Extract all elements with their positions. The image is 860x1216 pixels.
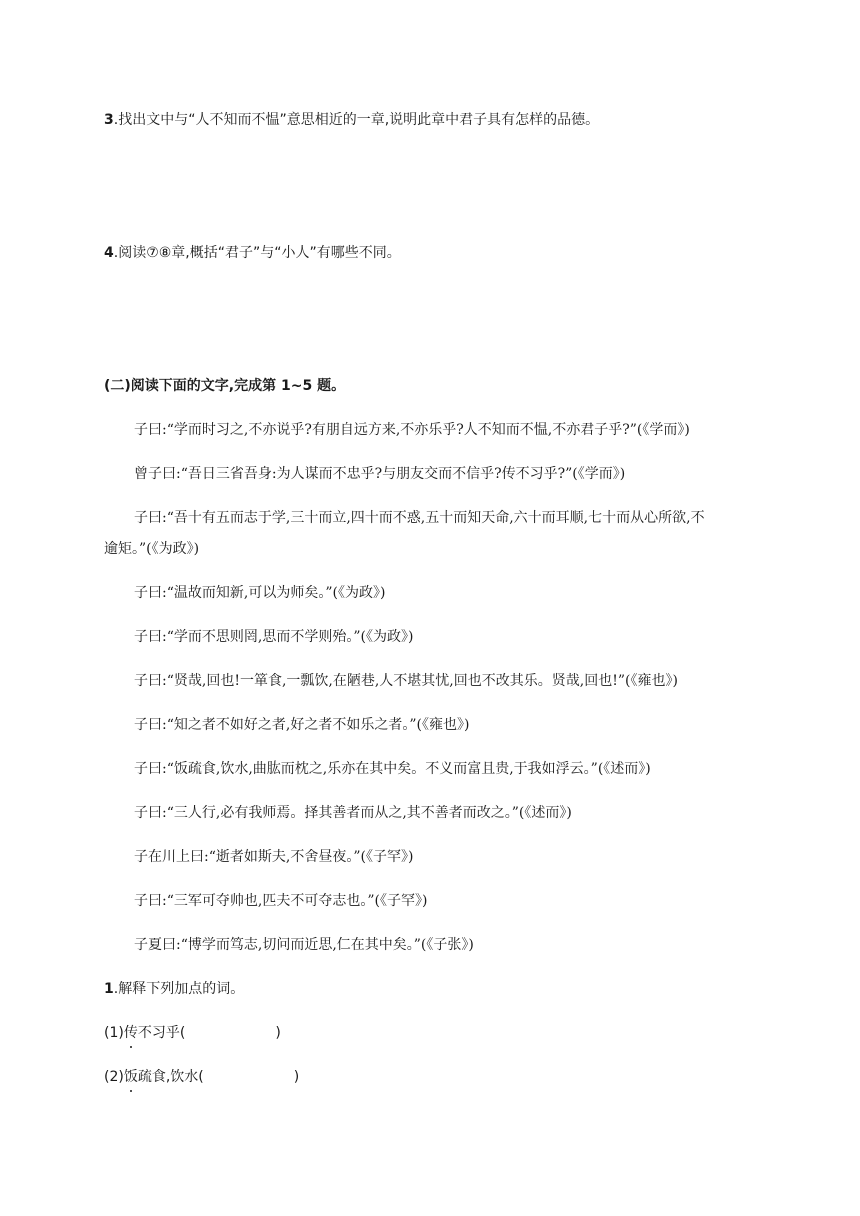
passage-12: 子夏曰:“博学而笃志,切问而近思,仁在其中矣。”(《子张》) bbox=[134, 937, 474, 953]
question-4-number: 4 bbox=[104, 245, 114, 261]
sub-item-2-dotted-word: 饭 bbox=[123, 1069, 138, 1085]
passage-7: 子曰:“知之者不如好之者,好之者不如乐之者。”(《雍也》) bbox=[134, 717, 470, 733]
question-1-number: 1 bbox=[104, 981, 114, 997]
sub-item-2-text: 疏食,饮水( bbox=[137, 1069, 204, 1085]
sub-item-1-text: 不习乎( bbox=[137, 1025, 186, 1041]
passage-3-line-1: 子曰:“吾十有五而志于学,三十而立,四十而不惑,五十而知天命,六十而耳顺,七十而从心所欲,不 bbox=[134, 510, 705, 526]
passage-6: 子曰:“贤哉,回也!一箪食,一瓢饮,在陋巷,人不堪其忧,回也不改其乐。贤哉,回也!”(《雍也》) bbox=[134, 673, 678, 689]
passage-3-line-2: 逾矩。”(《为政》) bbox=[104, 541, 200, 557]
sub-item-1-prefix: (1) bbox=[104, 1025, 124, 1041]
passage-10: 子在川上曰:“逝者如斯夫,不舍昼夜。”(《子罕》) bbox=[134, 849, 414, 865]
question-3 bbox=[104, 110, 780, 130]
question-1-text: .解释下列加点的词。 bbox=[113, 981, 245, 997]
passage-9: 子曰:“三人行,必有我师焉。择其善者而从之,其不善者而改之。”(《述而》) bbox=[134, 805, 572, 821]
passage-2: 曾子曰:“吾日三省吾身:为人谋而不忠乎?与朋友交而不信乎?传不习乎?”(《学而》) bbox=[134, 466, 626, 482]
sub-item-1-dotted-word: 传 bbox=[123, 1025, 138, 1041]
sub-item-2-prefix: (2) bbox=[104, 1069, 124, 1085]
sub-item-1-close: ) bbox=[275, 1025, 281, 1041]
sub-item-2 bbox=[104, 1067, 780, 1087]
question-4 bbox=[104, 243, 780, 263]
question-1 bbox=[104, 979, 780, 999]
question-3-number: 3 bbox=[104, 112, 114, 128]
sub-item-1 bbox=[104, 1023, 780, 1043]
sub-item-2-close: ) bbox=[293, 1069, 300, 1085]
passage-4: 子曰:“温故而知新,可以为师矣。”(《为政》) bbox=[134, 585, 386, 601]
question-4-text: .阅读⑦⑧章,概括“君子”与“小人”有哪些不同。 bbox=[113, 245, 401, 261]
section-heading: (二)阅读下面的文字,完成第 1~5 题。 bbox=[104, 378, 346, 394]
passage-11: 子曰:“三军可夺帅也,匹夫不可夺志也。”(《子罕》) bbox=[134, 893, 428, 909]
question-3-text: .找出文中与“人不知而不愠”意思相近的一章,说明此章中君子具有怎样的品德。 bbox=[113, 112, 600, 128]
passage-1: 子曰:“学而时习之,不亦说乎?有朋自远方来,不亦乐乎?人不知而不愠,不亦君子乎?”(《学而》) bbox=[134, 422, 690, 438]
passage-8: 子曰:“饭疏食,饮水,曲肱而枕之,乐亦在其中矣。不义而富且贵,于我如浮云。”(《述而》) bbox=[134, 761, 651, 777]
passage-5: 子曰:“学而不思则罔,思而不学则殆。”(《为政》) bbox=[134, 629, 414, 645]
